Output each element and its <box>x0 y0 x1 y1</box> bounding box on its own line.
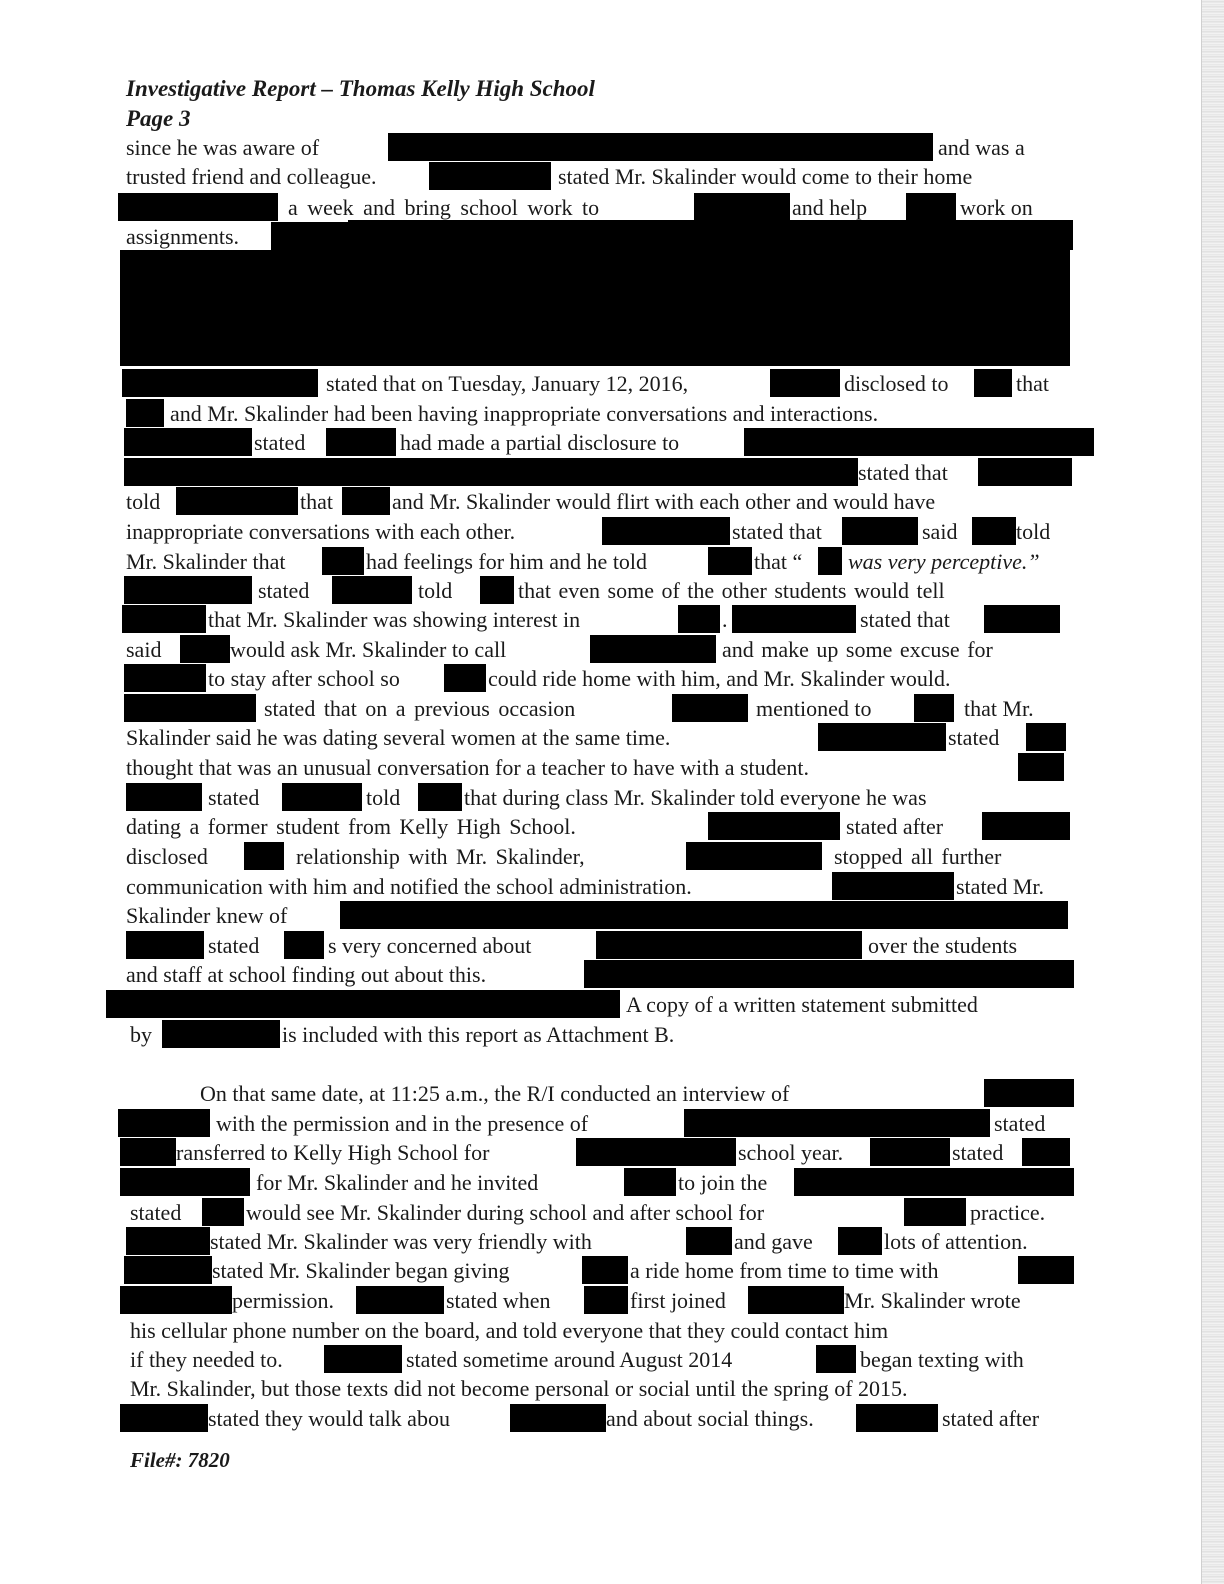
redaction-box <box>124 458 858 486</box>
text-segment: since he was aware of <box>126 135 320 160</box>
redaction-box <box>122 369 318 397</box>
text-segment: stated after <box>846 814 944 839</box>
redaction-box <box>744 428 1094 456</box>
redaction-box <box>624 1168 676 1196</box>
redaction-box <box>906 193 956 221</box>
redaction-box <box>202 1198 244 1226</box>
redaction-box <box>686 1227 732 1255</box>
text-segment: mentioned to <box>756 696 872 721</box>
text-segment: stated Mr. Skalinder was very friendly with <box>210 1229 592 1254</box>
text-segment: said <box>922 519 958 544</box>
text-segment: that Mr. <box>964 696 1034 721</box>
text-segment: that Mr. Skalinder was showing interest in <box>208 607 581 632</box>
page-number: Page 3 <box>126 106 191 131</box>
redaction-box <box>1018 753 1064 781</box>
redaction-box <box>672 694 748 722</box>
text-segment: by <box>130 1022 152 1047</box>
redaction-box <box>120 1138 176 1166</box>
text-segment: that during class Mr. Skalinder told everyone he was <box>464 785 927 810</box>
redaction-box <box>870 1138 950 1166</box>
redaction-box <box>244 842 284 870</box>
redaction-box <box>340 901 1068 929</box>
redaction-box <box>576 1138 736 1166</box>
redaction-box <box>106 990 620 1018</box>
text-segment: relationship with Mr. Skalinder, <box>296 844 585 869</box>
text-segment: could ride home with him, and Mr. Skalinder would. <box>488 666 951 691</box>
redaction-box <box>124 576 252 604</box>
redaction-box <box>124 664 206 692</box>
redaction-box <box>818 723 946 751</box>
text-segment: over the students <box>868 933 1018 958</box>
text-segment: practice. <box>970 1200 1046 1225</box>
text-segment: dating a former student from Kelly High School. <box>126 814 576 839</box>
text-segment: inappropriate conversations with each other. <box>126 519 516 544</box>
redaction-box <box>984 1079 1074 1107</box>
text-segment: that even some of the other students would tell <box>518 578 945 603</box>
text-segment: a week and bring school work to <box>288 195 600 220</box>
text-segment: . <box>722 607 728 632</box>
text-segment: stated sometime around August 2014 <box>406 1347 733 1372</box>
text-segment: disclosed <box>126 844 208 869</box>
redaction-box <box>324 1345 402 1373</box>
redaction-box <box>708 547 752 575</box>
redaction-box <box>118 1109 210 1137</box>
file-number: File#: 7820 <box>130 1448 230 1472</box>
text-segment: Skalinder said he was dating several women at the same time. <box>126 725 671 750</box>
text-segment: to stay after school so <box>208 666 400 691</box>
redaction-box <box>180 635 230 663</box>
redaction-box <box>1026 723 1066 751</box>
text-segment: told <box>418 578 453 603</box>
redaction-box <box>914 694 954 722</box>
redaction-box <box>1022 1138 1070 1166</box>
text-segment: stated Mr. Skalinder began giving <box>212 1258 510 1283</box>
text-segment: with the permission and in the presence of <box>216 1111 589 1136</box>
redaction-box <box>838 1227 882 1255</box>
redaction-box <box>1018 1256 1074 1284</box>
redaction-box <box>124 428 252 456</box>
text-segment: told <box>366 785 401 810</box>
text-segment: that <box>300 489 333 514</box>
text-segment: stated when <box>446 1288 551 1313</box>
redaction-box <box>794 1168 1074 1196</box>
text-segment: and about social things. <box>606 1406 814 1431</box>
redaction-box <box>856 1404 938 1432</box>
redaction-box <box>842 517 918 545</box>
redaction-box <box>120 1404 208 1432</box>
text-segment: said <box>126 637 162 662</box>
redaction-box <box>684 1109 990 1137</box>
text-segment: s very concerned about <box>328 933 532 958</box>
text-segment: began texting with <box>860 1347 1024 1372</box>
redaction-box <box>678 605 720 633</box>
text-segment: A copy of a written statement submitted <box>626 992 978 1017</box>
text-segment: was very perceptive.” <box>848 549 1040 574</box>
text-segment: told <box>1016 519 1051 544</box>
text-segment: stated after <box>942 1406 1040 1431</box>
text-segment: if they needed to. <box>130 1347 283 1372</box>
redaction-box <box>480 576 514 604</box>
redaction-box <box>120 1168 250 1196</box>
redaction-box <box>972 517 1016 545</box>
text-segment: stated that <box>860 607 950 632</box>
text-segment: and help <box>792 195 868 220</box>
redaction-box <box>126 399 164 427</box>
text-segment: his cellular phone number on the board, and told everyone that they could contact him <box>130 1318 889 1343</box>
redaction-box <box>120 1286 232 1314</box>
text-segment: is included with this report as Attachment B. <box>282 1022 675 1047</box>
text-segment: stated they would talk abou <box>208 1406 450 1431</box>
redaction-box <box>124 694 256 722</box>
redaction-box <box>356 1286 444 1314</box>
text-segment: stated <box>208 785 260 810</box>
redaction-box <box>708 812 840 840</box>
text-segment: stated that on a previous occasion <box>264 696 576 721</box>
redaction-box <box>388 133 933 161</box>
redaction-box <box>348 220 1073 250</box>
text-segment: would see Mr. Skalinder during school and after school for <box>246 1200 765 1225</box>
text-segment: stated <box>254 430 306 455</box>
text-segment: disclosed to <box>844 371 949 396</box>
text-segment: stated <box>208 933 260 958</box>
text-segment: lots of attention. <box>884 1229 1028 1254</box>
redaction-box <box>126 931 204 959</box>
text-segment: Skalinder knew of <box>126 903 288 928</box>
text-segment: for Mr. Skalinder and he invited <box>256 1170 539 1195</box>
text-segment: On that same date, at 11:25 a.m., the R/I conducted an interview of <box>200 1081 790 1106</box>
redaction-box <box>176 487 298 515</box>
redaction-box <box>816 1345 856 1373</box>
text-segment: stated Mr. <box>956 874 1044 899</box>
text-segment: stated that <box>732 519 822 544</box>
redaction-box <box>978 458 1072 486</box>
redaction-box <box>694 193 790 221</box>
redaction-box <box>818 547 842 575</box>
text-segment: stated that <box>858 460 948 485</box>
text-segment: Mr. Skalinder that <box>126 549 286 574</box>
text-segment: thought that was an unusual conversation for a teacher to have with a student. <box>126 755 810 780</box>
redaction-block <box>120 250 1070 366</box>
text-segment: and was a <box>938 135 1025 160</box>
text-segment: that <box>1016 371 1049 396</box>
redaction-box <box>126 783 202 811</box>
text-segment: a ride home from time to time with <box>630 1258 939 1283</box>
redaction-box <box>584 960 1074 988</box>
text-segment: stated <box>952 1140 1004 1165</box>
redaction-box <box>984 605 1060 633</box>
redaction-box <box>444 664 486 692</box>
redaction-box <box>122 605 206 633</box>
scan-edge <box>1201 0 1224 1584</box>
redaction-box <box>904 1198 966 1226</box>
redaction-box <box>732 605 856 633</box>
text-segment: stated <box>994 1111 1046 1136</box>
text-segment: ransferred to Kelly High School for <box>176 1140 490 1165</box>
redaction-box <box>282 783 362 811</box>
text-segment: trusted friend and colleague. <box>126 164 377 189</box>
text-segment: school year. <box>738 1140 844 1165</box>
redaction-box <box>332 576 412 604</box>
redaction-box <box>429 162 551 190</box>
redaction-box <box>832 872 954 900</box>
redaction-box <box>974 369 1012 397</box>
redaction-box <box>582 1256 628 1284</box>
redaction-box <box>590 635 716 663</box>
redaction-box <box>124 1256 212 1284</box>
report-title: Investigative Report – Thomas Kelly High School <box>126 76 595 101</box>
redaction-box <box>686 842 822 870</box>
redaction-box <box>584 1286 628 1314</box>
text-segment: and Mr. Skalinder would flirt with each other and would have <box>392 489 936 514</box>
redaction-box <box>326 428 396 456</box>
text-segment: work on <box>960 195 1033 220</box>
text-segment: stated that on Tuesday, January 12, 2016, <box>326 371 689 396</box>
redaction-box <box>284 931 324 959</box>
redaction-box <box>596 931 862 959</box>
redaction-box <box>162 1020 280 1048</box>
text-segment: permission. <box>232 1288 335 1313</box>
text-segment: that “ <box>754 549 803 574</box>
redaction-box <box>342 487 390 515</box>
text-segment: had feelings for him and he told <box>366 549 648 574</box>
redaction-box <box>982 812 1070 840</box>
text-segment: and staff at school finding out about this. <box>126 962 487 987</box>
text-segment: communication with him and notified the school administration. <box>126 874 692 899</box>
redaction-box <box>118 193 278 221</box>
text-segment: told <box>126 489 161 514</box>
redaction-box <box>770 369 840 397</box>
redaction-box <box>602 517 730 545</box>
text-segment: assignments. <box>126 224 240 249</box>
text-segment: stated Mr. Skalinder would come to their home <box>558 164 973 189</box>
text-segment: and gave <box>734 1229 813 1254</box>
text-segment: and Mr. Skalinder had been having inappropriate conversations and interactions. <box>170 401 879 426</box>
text-segment: stopped all further <box>834 844 1002 869</box>
text-segment: stated <box>130 1200 182 1225</box>
text-segment: to join the <box>678 1170 768 1195</box>
text-segment: stated <box>258 578 310 603</box>
redaction-box <box>126 1227 210 1255</box>
text-segment: Mr. Skalinder wrote <box>844 1288 1021 1313</box>
redaction-box <box>510 1404 606 1432</box>
text-segment: first joined <box>630 1288 726 1313</box>
redaction-box <box>748 1286 844 1314</box>
text-segment: stated <box>948 725 1000 750</box>
text-segment: and make up some excuse for <box>722 637 993 662</box>
text-segment: Mr. Skalinder, but those texts did not become personal or social until the spring of 2015. <box>130 1376 908 1401</box>
redaction-box <box>418 783 462 811</box>
text-segment: had made a partial disclosure to <box>400 430 680 455</box>
redaction-box <box>322 547 364 575</box>
text-segment: would ask Mr. Skalinder to call <box>230 637 507 662</box>
